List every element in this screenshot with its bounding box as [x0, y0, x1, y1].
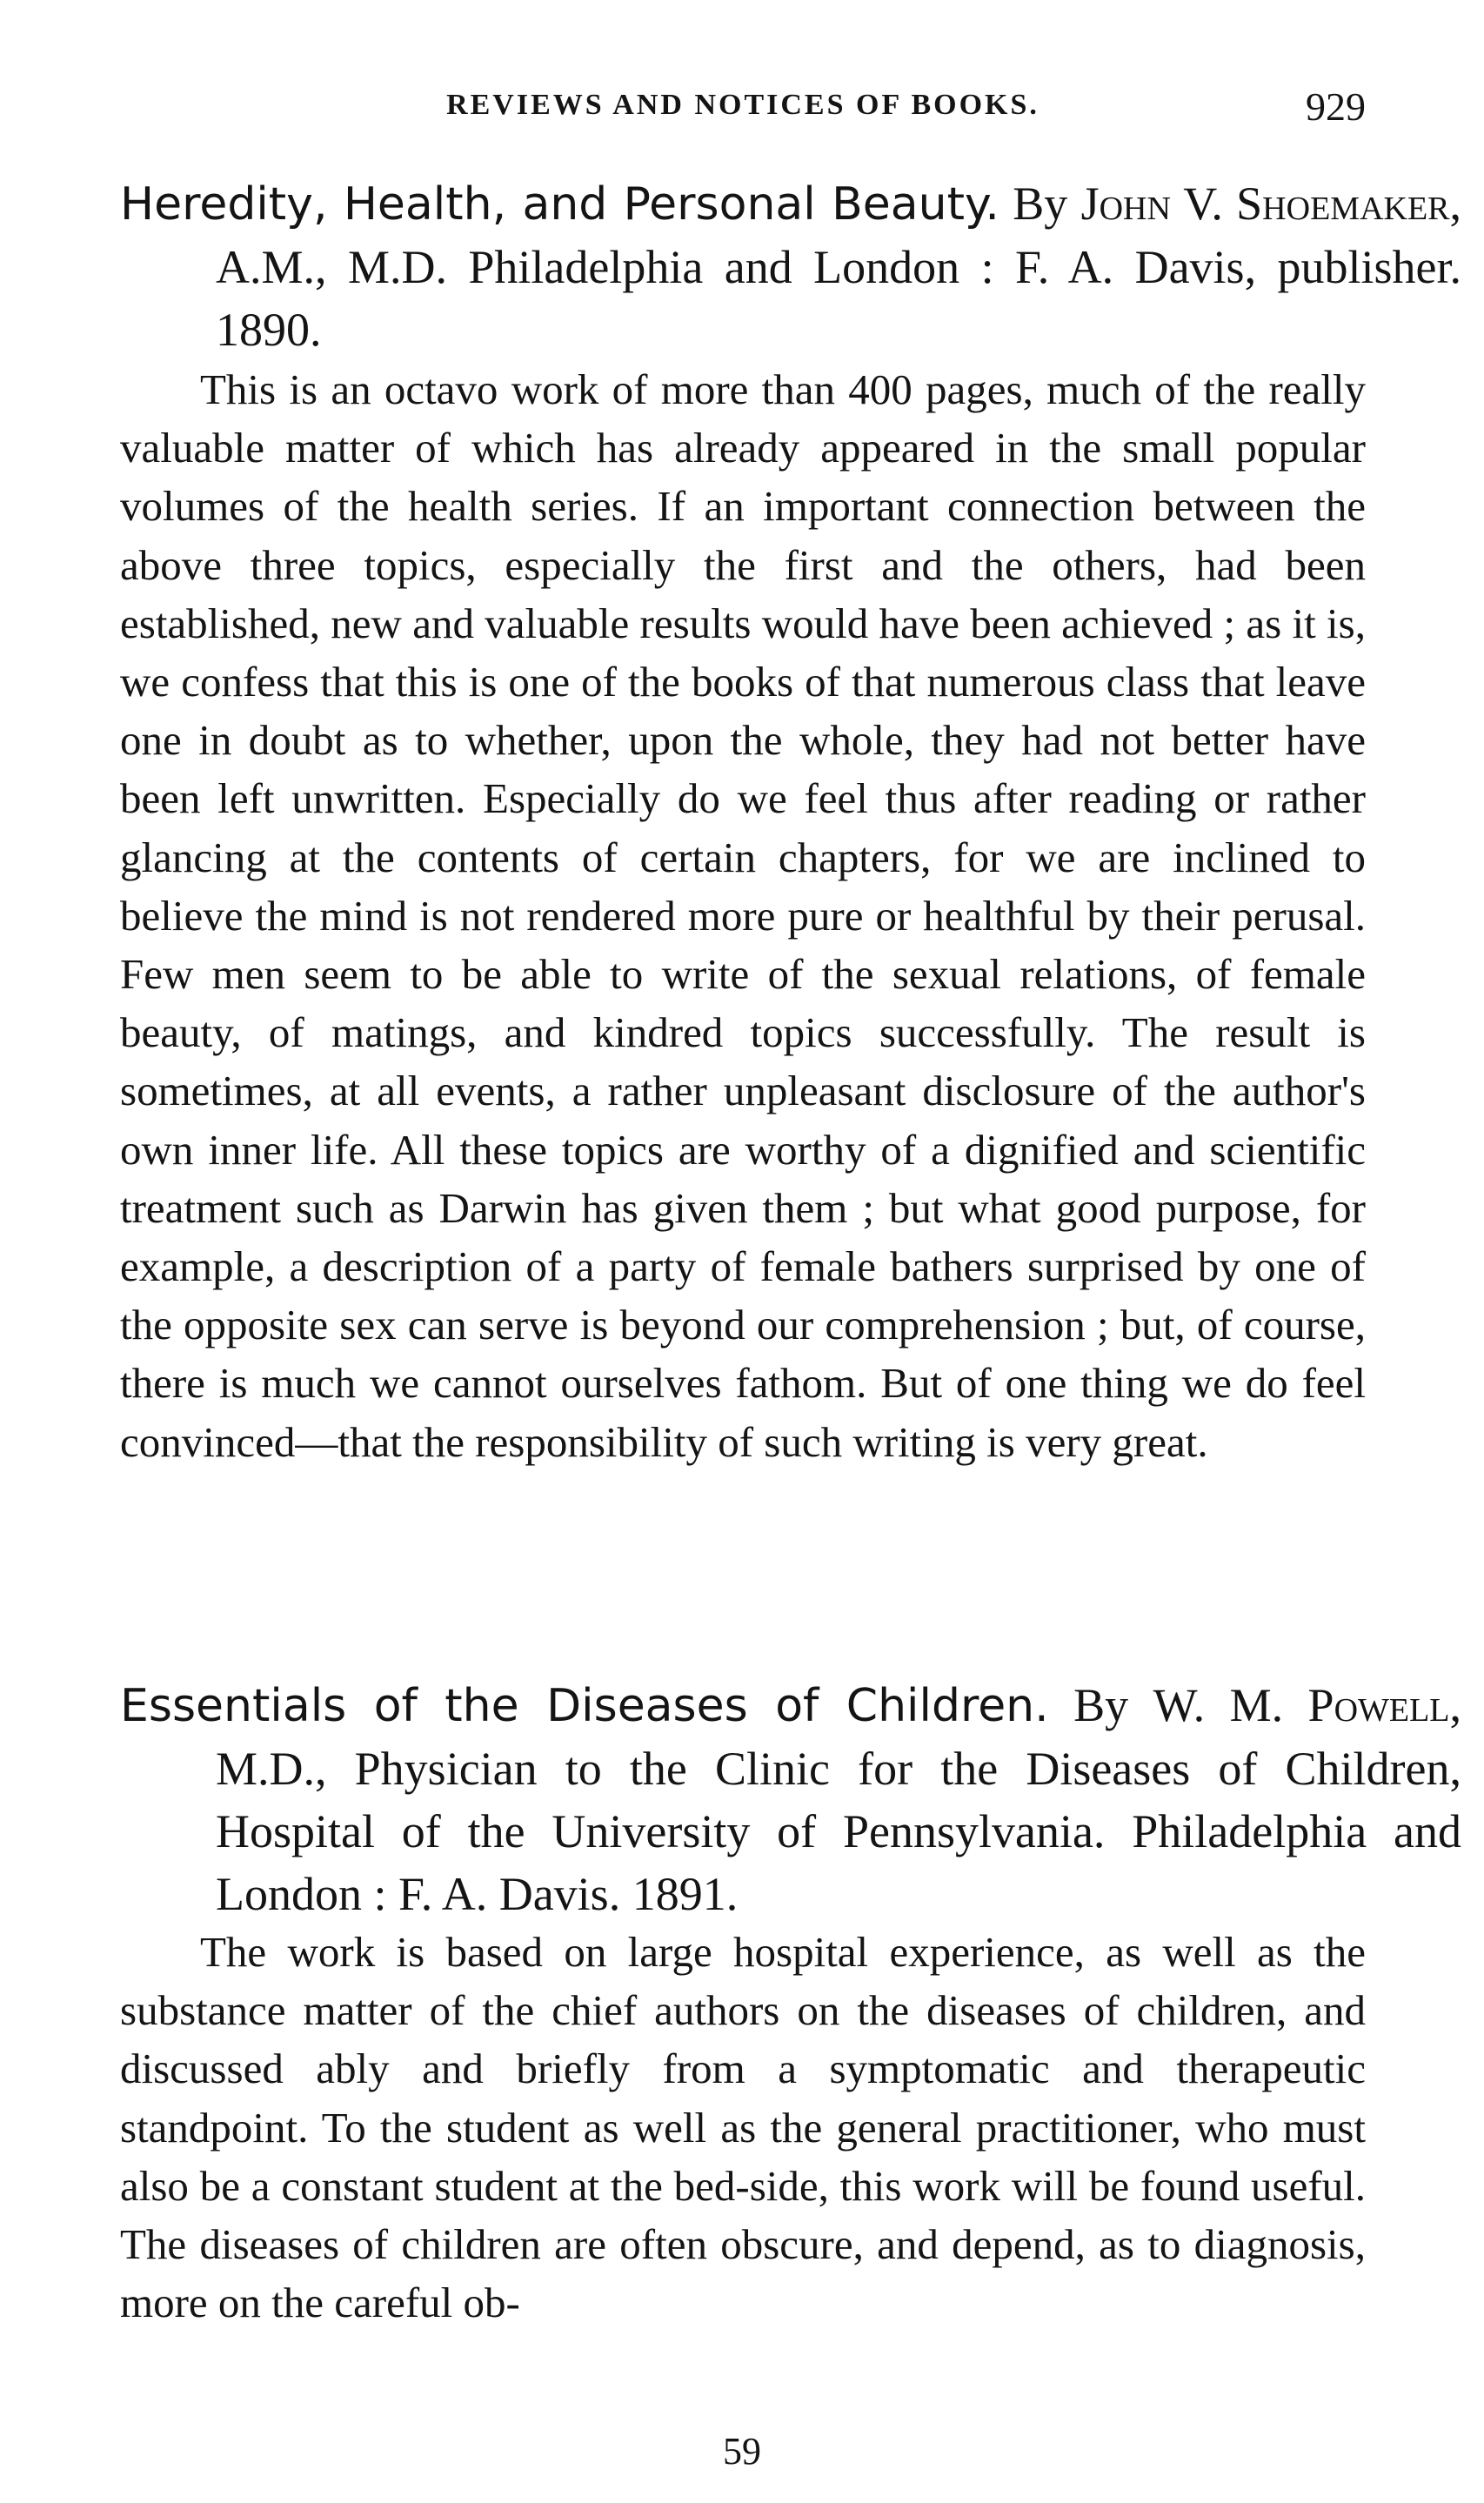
review-imprint-2: Philadelphia and London : F. A. Davis. 1891. — [216, 1805, 1461, 1920]
signature-mark: 59 — [723, 2430, 761, 2473]
running-head — [120, 80, 1366, 132]
review-author-1: John V. Shoemaker, — [1080, 177, 1462, 230]
review-body-2: The work is based on large hospital experience, as well as the substance matter of the chief authors on the diseases of children, and discussed ably and briefly from a symptomatic and therapeutic standpoint. To the student as well as the general practitioner, who must also be a constant student at the bed-side, this work will be found useful. The diseases of children are often obscure, and depend, as to diagnosis, more on the careful ob- — [120, 1928, 1366, 2327]
page-number: 929 — [1306, 84, 1366, 129]
review-heading-1 — [120, 172, 1461, 361]
review-author-2: W. M. Powell, — [1153, 1679, 1462, 1731]
review-title-1: Heredity, Health, and Personal Beauty. — [120, 178, 999, 231]
review-credentials-1: A.M., M.D. — [216, 241, 447, 293]
review-imprint-1: Philadelphia and London : F. A. Davis, publisher. 1890. — [216, 241, 1461, 356]
review-title-2: Essentials of the Diseases of Children. — [120, 1680, 1049, 1732]
review-credentials-2: M.D., Physician to the Clinic for the Diseases of Children, Hospital of the University of Pennsylvania. — [216, 1743, 1461, 1857]
review-heading-2 — [120, 1674, 1461, 1925]
review-by-1: By — [1013, 177, 1068, 230]
review-by-2: By — [1073, 1679, 1129, 1731]
review-body-1: This is an octavo work of more than 400 pages, much of the really valuable matter of which has already appeared in the small popular volumes of the health series. If an important connection between the above three topics, especially the first and the others, had been established, new and valuable results would have been achieved ; as it is, we confess that this is one of the books of that numerous class that leave one in doubt as to whether, upon the whole, they had not better have been left unwritten. Especially do we feel thus after reading or rather glancing at the contents of certain chapters, for we are inclined to believe the mind is not rendered more pure or healthful by their perusal. Few men seem to be able to write of the sexual relations, of female beauty, of matings, and kindred topics successfully. The result is sometimes, at all events, a rather unpleasant disclosure of the author's own inner life. All these topics are worthy of a dignified and scientific treatment such as Darwin has given them ; but what good purpose, for example, a description of a party of female bathers surprised by one of the opposite sex can serve is beyond our comprehension ; but, of course, there is much we cannot ourselves fathom. But of one thing we do feel convinced—that the responsibility of such writing is very great. — [120, 365, 1366, 1466]
running-title: REVIEWS AND NOTICES OF BOOKS. — [446, 89, 1039, 121]
